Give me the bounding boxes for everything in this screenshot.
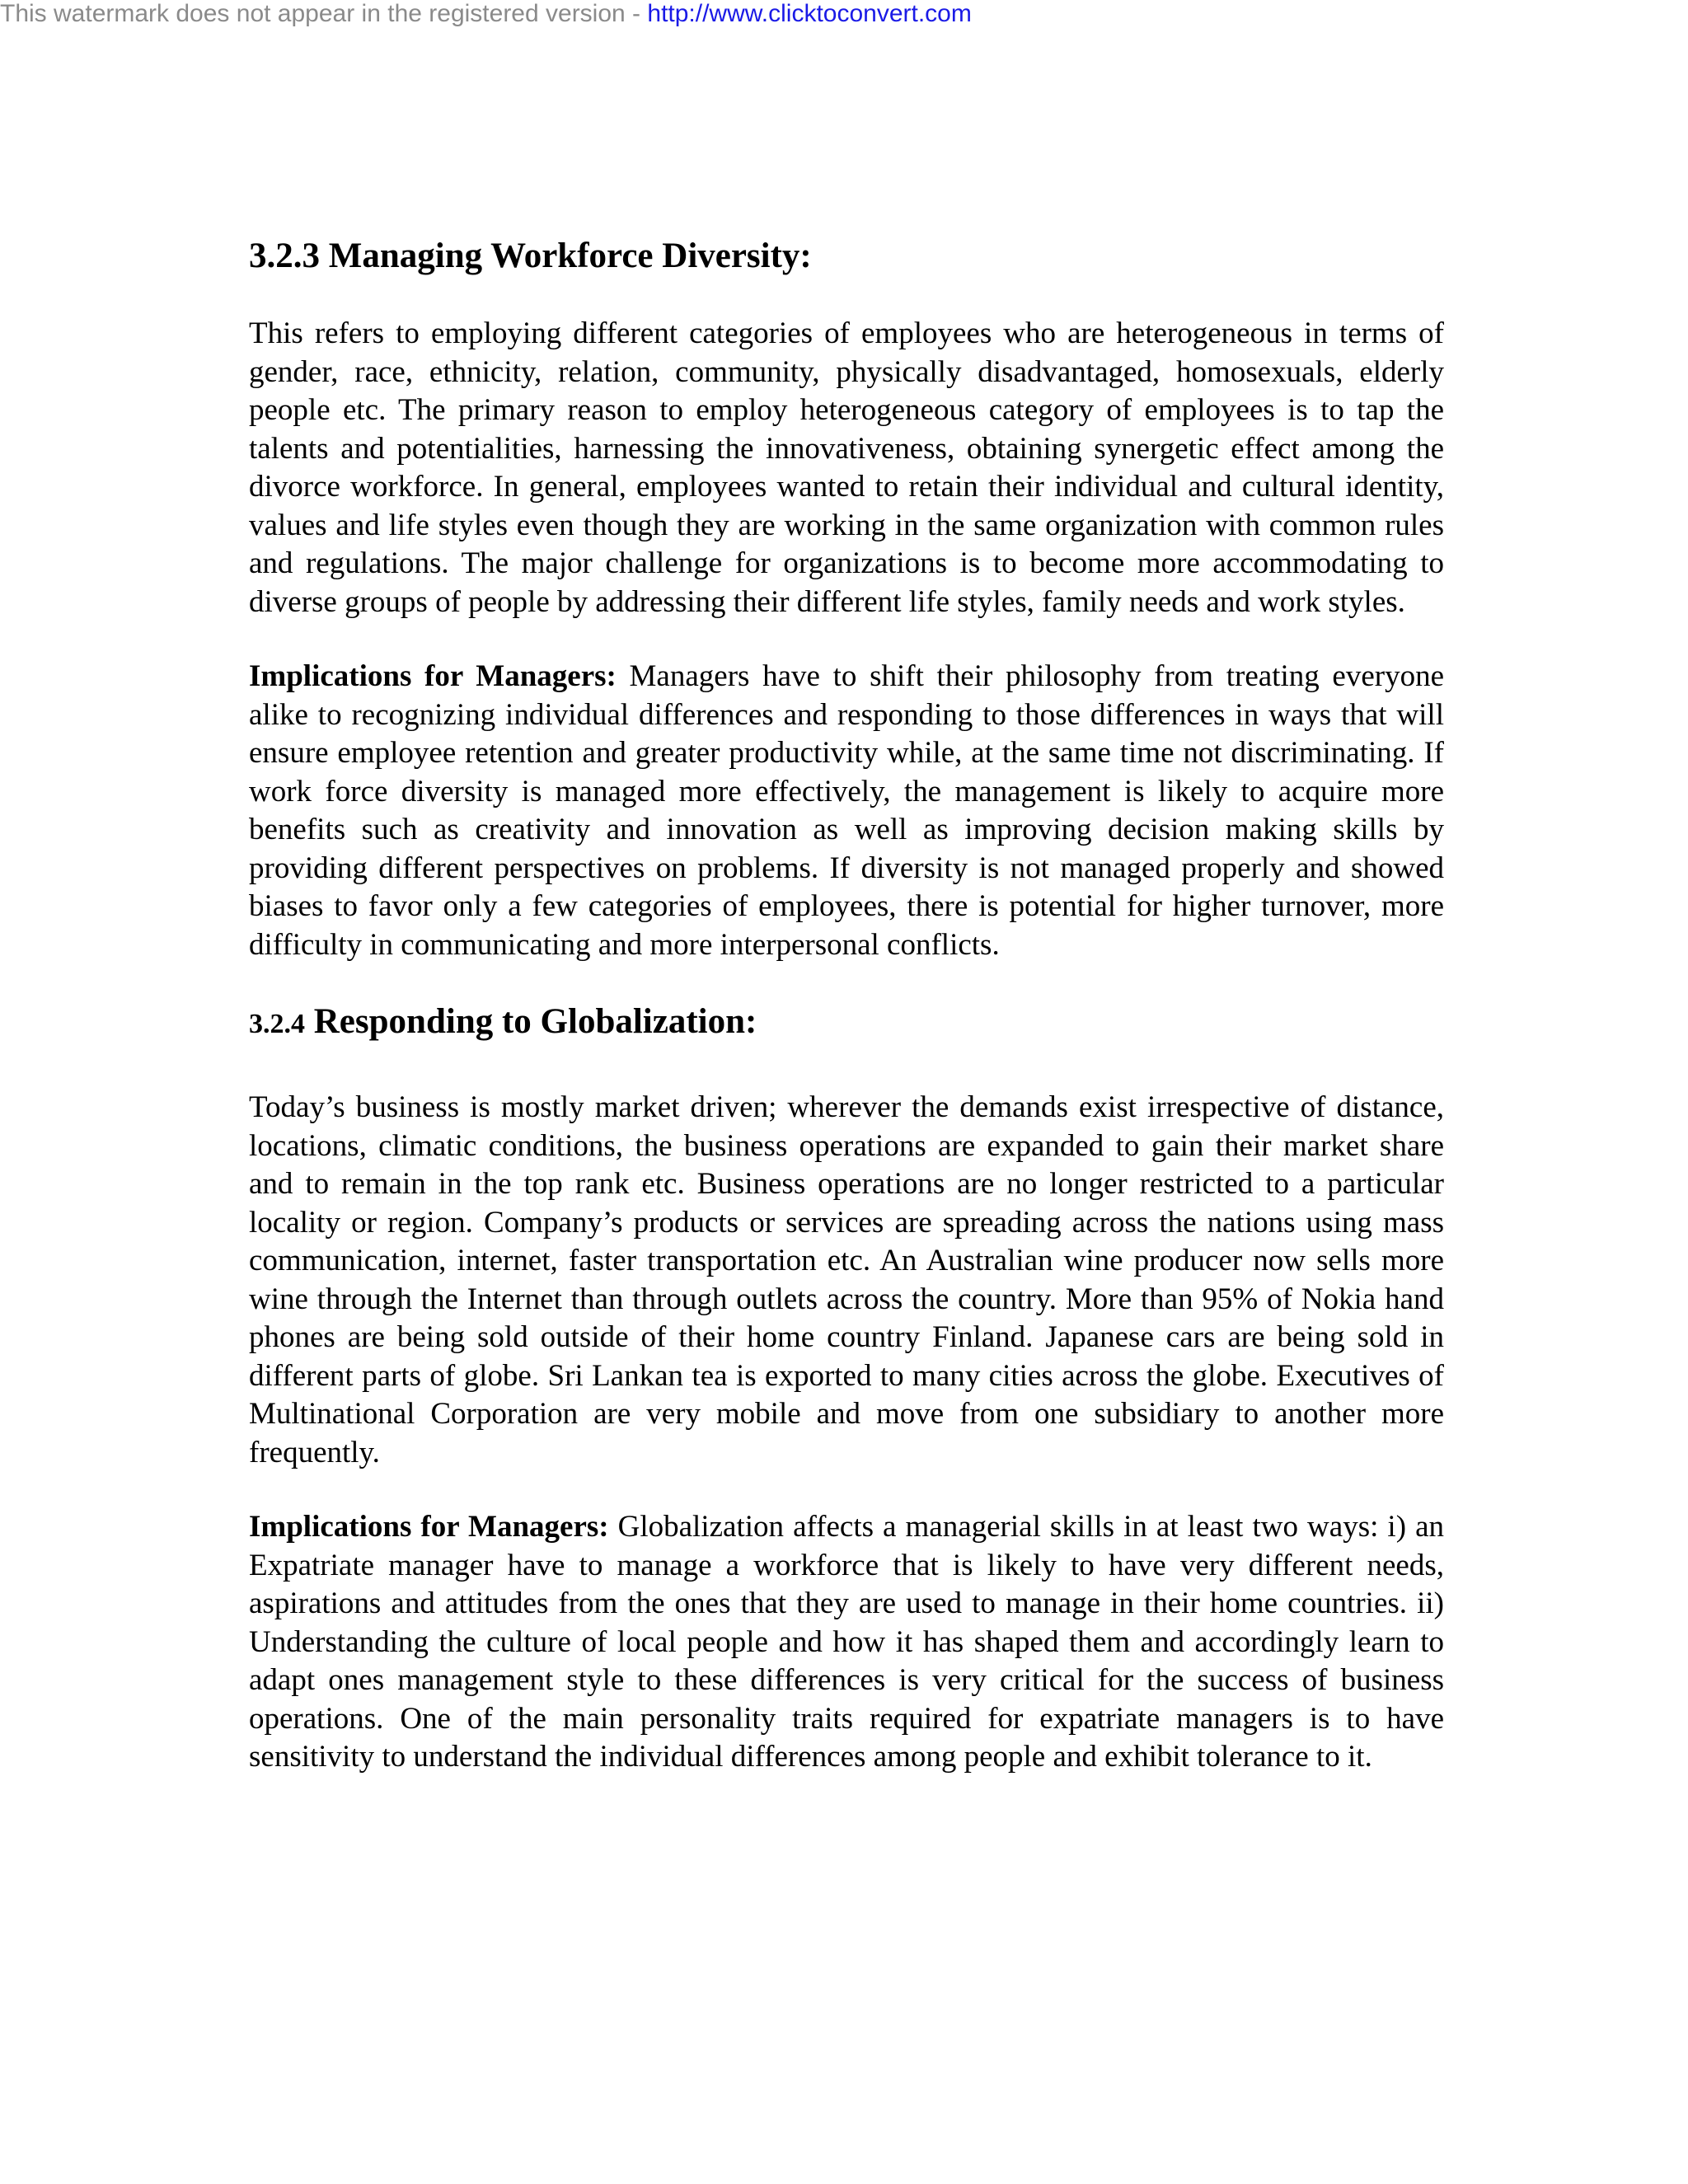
section-heading-workforce-diversity: 3.2.3 Managing Workforce Diversity: [249, 237, 812, 275]
implications-text: Globalization affects a managerial skills in at least two ways: i) an Expatriate manager have to manage a workforce that is likely to have very different needs, aspirations and attitudes from the ones that they are used to manage in their home countries. ii) Understanding the culture of local people and how it has shaped them and accordingly learn to adapt ones management style to these differences is very critical for the success of business operations. One of the main personality traits required for expatriate managers is to have sensitivity to understand the individual differences among people and exhibit tolerance to it. [249, 1510, 1444, 1774]
workforce-diversity-implications [249, 658, 1444, 964]
document-body [249, 235, 1444, 1777]
implications-text: Managers have to shift their philosophy from treating everyone alike to recognizing individual differences and responding to those differences in ways that will ensure employee retention and greater productivity while, at the same time not discriminating. If work force diversity is managed more effectively, the management is likely to acquire more benefits such as creativity and innovation as well as improving decision making skills by providing different perspectives on problems. If diversity is not managed properly and showed biases to favor only a few categories of employees, there is potential for higher turnover, more difficulty in communicating and more interpersonal conflicts. [249, 659, 1445, 962]
watermark-banner [0, 0, 972, 28]
globalization-implications [249, 1508, 1444, 1777]
watermark-text: This watermark does not appear in the registered version - [0, 0, 648, 27]
implications-label: Implications for Managers: [249, 659, 617, 693]
section-number: 3.2.4 [249, 1009, 305, 1039]
workforce-diversity-paragraph: This refers to employing different categories of employees who are heterogeneous in terms of gender, race, ethnicity, relation, community, physically disadvantaged, homosexuals, elderly people etc. The primary reason to employ heterogeneous category of employees is to tap the talents and potentialities, harnessing the innovativeness, obtaining synergetic effect among the divorce workforce. In general, employees wanted to retain their individual and cultural identity, values and life styles even though they are working in the same organization with common rules and regulations. The major challenge for organizations is to become more accommodating to diverse groups of people by addressing their different life styles, family needs and work styles. [249, 316, 1444, 619]
section-heading-globalization [249, 1001, 1444, 1046]
implications-label: Implications for Managers: [249, 1510, 609, 1544]
section-title: Responding to Globalization: [305, 1002, 757, 1041]
globalization-paragraph: Today’s business is mostly market driven; wherever the demands exist irrespective of distance, locations, climatic conditions, the business operations are expanded to gain their market share and to remain in the top rank etc. Business operations are no longer restricted to a particular locality or region. Company’s products or services are spreading across the nations using mass communication, internet, faster transportation etc. An Australian wine producer now sells more wine through the Internet than through outlets across the country. More than 95% of Nokia hand phones are being sold outside of their home country Finland. Japanese cars are being sold in different parts of globe. Sri Lankan tea is exported to many cities across the globe. Executives of Multinational Corporation are very mobile and move from one subsidiary to another more frequently. [249, 1090, 1444, 1469]
watermark-link[interactable]: http://www.clicktoconvert.com [647, 0, 972, 27]
